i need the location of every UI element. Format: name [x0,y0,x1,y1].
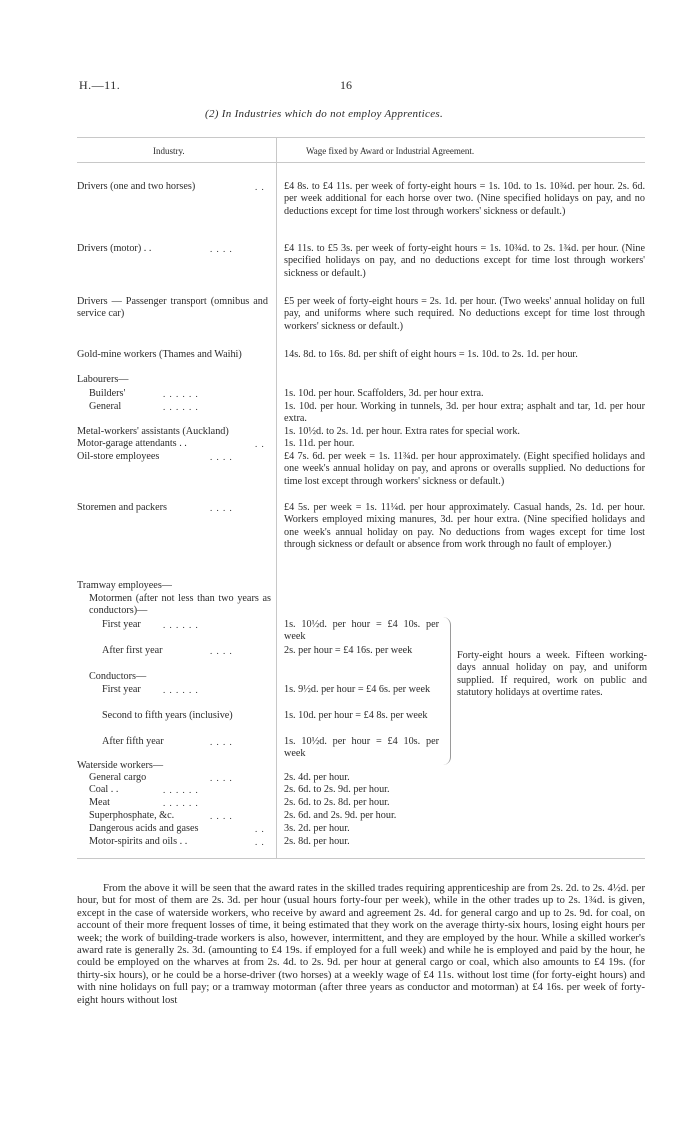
table-row-wage: 1s. 10d. per hour. Working in tunnels, 3d. per hour extra; asphalt and tar, 1d. per hour extra. [284,401,645,425]
table-row-industry: Dangerous acids and gases [89,823,199,834]
table-row-wage: 2s. 8d. per hour. [284,836,350,847]
table-row-industry: First year [102,684,141,695]
table-row-wage: 1s. 9½d. per hour = £4 6s. per week [284,684,431,695]
table-row-wage: £4 11s. to £5 3s. per week of forty-eight hours = 1s. 10¾d. to 2s. 1¾d. per hour. (Nine specified holidays on pay, and no deductions except for time lost through workers' sickness or default.) [284,243,645,279]
table-row-industry: Meat [89,797,110,808]
leader-dots: . . [255,824,265,834]
leader-dots: . . . . . . [163,389,199,399]
table-top-rule [77,137,645,138]
brace [440,617,451,765]
table-row-industry: Second to fifth years (inclusive) [102,710,233,721]
section-subtitle: (2) In Industries which do not employ Apprentices. [205,108,444,120]
page-number: 16 [340,78,352,92]
table-row-wage: 2s. 6d. to 2s. 9d. per hour. [284,784,390,795]
table-row-industry: Drivers (one and two horses) [77,181,196,192]
table-row-wage: 14s. 8d. to 16s. 8d. per shift of eight hours = 1s. 10d. to 2s. 1d. per hour. [284,349,578,360]
table-row-industry: Coal . . [89,784,119,795]
table-row-wage: £4 5s. per week = 1s. 11¼d. per hour approximately. Casual hands, 2s. 1d. per hour. Workers employed mixing manures, 3d. per hour extra. (Nine specified holidays and one week's annual holiday on pay. No deductions from wages except for time lost through sickness or default or absence from work through no fault of employer.) [284,502,645,550]
table-row-industry: General [89,401,122,412]
table-row-industry: Oil-store employees [77,451,160,462]
table-row-wage: 1s. 10½d. to 2s. 1d. per hour. Extra rates for special work. [284,426,520,437]
body-paragraph-container [77,883,645,1007]
leader-dots: . . . . . . [163,402,199,412]
leader-dots: . . . . [210,646,233,656]
table-row-wage: £5 per week of forty-eight hours = 2s. 1d. per hour. (Two weeks' annual holiday on full pay, and uniforms where such required. No deductions except for time lost through workers' sickness or default.) [284,296,645,332]
table-row-industry: After first year [102,645,163,656]
table-row-industry: First year [102,619,141,630]
table-row-wage: 1s. 11d. per hour. [284,438,355,449]
leader-dots: . . . . [210,503,233,513]
table-row-wage: 2s. per hour = £4 16s. per week [284,645,413,656]
leader-dots: . . . . . . [163,685,199,695]
leader-dots: . . . . [210,773,233,783]
table-row-industry: Motor-garage attendants . . [77,438,187,449]
page-reference: H.—11. [79,78,121,92]
table-row-industry: Gold-mine workers (Thames and Waihi) [77,349,242,360]
leader-dots: . . . . [210,244,233,254]
table-row-industry: Metal-workers' assistants (Auckland) [77,426,229,437]
table-row-industry: Builders' [89,388,126,399]
table-row-wage: £4 7s. 6d. per week = 1s. 11¾d. per hour approximately. (Eight specified holidays and one week's annual holiday on pay, and aprons or overalls supplied. No deductions for time lost except through workers' sickness or default.) [284,451,645,487]
table-row-industry: Superphosphate, &c. [89,810,175,821]
table-row-industry: Motor-spirits and oils . . [89,836,188,847]
tramway-conditions-note: Forty-eight hours a week. Fifteen working-days annual holiday on pay, and uniform supplied. If required, work on public and statutory holidays at overtime rates. [457,650,647,698]
table-group-heading: Waterside workers— [77,760,164,771]
table-row-industry: Drivers — Passenger transport (omnibus and service car) [77,296,268,320]
header-bottom-rule [77,162,645,163]
table-group-heading: Tramway employees— [77,580,172,591]
table-subgroup-heading: Motormen (after not less than two years as conductors)— [89,593,271,617]
table-row-wage: 1s. 10d. per hour = £4 8s. per week [284,710,428,721]
table-row-wage: 2s. 6d. to 2s. 8d. per hour. [284,797,390,808]
leader-dots: . . [255,837,265,847]
column-divider [276,137,277,858]
table-row-industry: Storemen and packers [77,502,167,513]
table-row-wage: 3s. 2d. per hour. [284,823,350,834]
table-bottom-rule [77,858,645,859]
leader-dots: . . . . [210,811,233,821]
leader-dots: . . . . . . [163,798,199,808]
body-paragraph: From the above it will be seen that the award rates in the skilled trades requiring apprenticeship are from 2s. 2d. to 2s. 4½d. per hour, but for most of them are 2s. 3d. per hour (usual hours forty-four per week), while in the other trades up to 2s. 1¾d. is given, except in the case of waterside workers, who receive by award and agreement 2s. 4d. for general cargo and up to 2s. 9d. for coal, on account of their more frequent losses of time, it being estimated that they work on the average thirty-six hours, losing eight hours per week; the work of building-trade workers is also, however, intermittent, and they are employed by the hour. While a skilled worker's award rate is generally 2s. 3d. (amounting to £4 19s. if employed for a full week) and while he is employed and paid by the hour, he could be employed on the wharves at from 2s. 4d. to 2s. 9d. per hour at general cargo or coal, which also amounts to £4 19s. (for thirty-six hours), or he could be a horse-driver (two horses) at a weekly wage of £4 11s. without lost time (for forty-eight hours) and with nine holidays on full pay; or a tramway motorman (after three years as conductor and motorman) at £4 16s. per week of forty-eight hours without lost [77,883,645,1006]
table-row-industry: After fifth year [102,736,164,747]
table-row-industry: General cargo [89,772,147,783]
leader-dots: . . . . . . [163,785,199,795]
column-header-wage: Wage fixed by Award or Industrial Agreement. [306,146,475,156]
leader-dots: . . . . . . [163,620,199,630]
table-group-heading: Labourers— [77,374,129,385]
leader-dots: . . [255,182,265,192]
table-row-wage: 1s. 10d. per hour. Scaffolders, 3d. per hour extra. [284,388,484,399]
table-row-wage: 2s. 4d. per hour. [284,772,350,783]
leader-dots: . . . . [210,737,233,747]
table-row-wage: 1s. 10½d. per hour = £4 10s. per week [284,736,439,760]
table-subgroup-heading: Conductors— [89,671,147,682]
leader-dots: . . . . [210,452,233,462]
table-row-wage: 1s. 10½d. per hour = £4 10s. per week [284,619,439,643]
column-header-industry: Industry. [153,146,185,156]
table-row-wage: £4 8s. to £4 11s. per week of forty-eight hours = 1s. 10d. to 1s. 10¾d. per hour. 2s. 6d. per week additional for each horse over two. (Nine specified holidays on pay, and no deductions except for time lost through workers' sickness or default.) [284,181,645,217]
table-row-wage: 2s. 6d. and 2s. 9d. per hour. [284,810,397,821]
leader-dots: . . [255,439,265,449]
table-row-industry: Drivers (motor) . . [77,243,152,254]
